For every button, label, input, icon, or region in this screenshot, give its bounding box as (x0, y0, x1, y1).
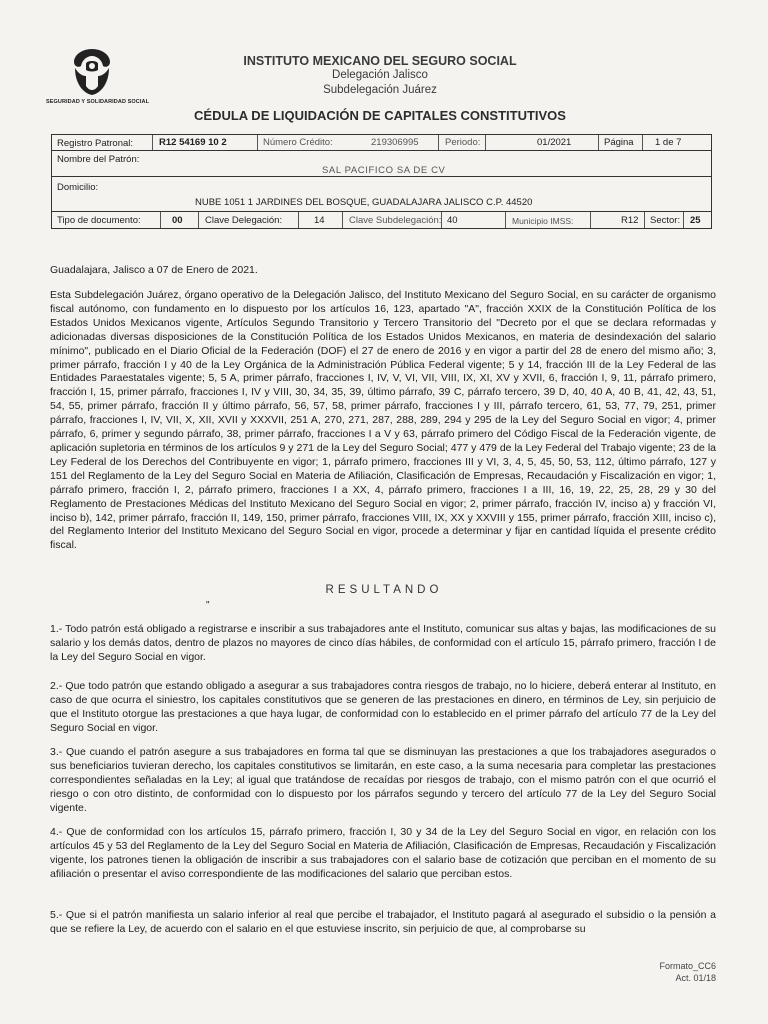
main-paragraph: Esta Subdelegación Juárez, órgano operativo de la Delegación Jalisco, del Instituto Mexicano del Seguro Social, en su carácter de organismo fiscal autónomo, con fundamento en lo dispuesto por los artículos 16, 123, apartado "A", fracción XXIX de la Constitución Política de los Estados Unidos Mexicanos vigente, Artículos Segundo Transitorio y Tercero Transitorio del "Decreto por el que se declara reformadas y adicionadas diversas disposiciones de la Constitución Política de los Estados Unidos Mexicanos, en materia de desindexación del salario mínimo", publicado en el Diario Oficial de la Federación (DOF) el 27 de enero de 2016 y en vigor a partir del 28 de enero del mismo año; 3, primer párrafo, fracción I y 40 de la Ley Orgánica de la Administración Pública Federal vigente; 5 y 14, fracción III de la Ley Federal de las Entidades Paraestatales vigente; 5, 5 A, primer párrafo, fracciones I, IV, V, VI, VII, VIII, IX, XI, XV y XVII, 6, fracción I, 9, 11, párrafo primero, fracción I, 15, primer párrafo, fracciones I, IV y VIII, 30, 34, 35, 39, último párrafo, 39 C, párrafo tercero, 39 D, 40, 40 A, 40 B, 41, 42, 43, 51, 54, 55, primer párrafo, fracción II y último párrafo, 56, 57, 58, primer párrafo, fracciones I y III, párrafo tercero, 61, 53, 77, 79, 251, primer párrafo, fracciones I, IV, VII, X, XII, XVII y XXXVII, 251 A, 270, 271, 287, 288, 289, 294 y 295 de la Ley del Seguro Social en vigor; 4, primer párrafo, 6, primer y segundo párrafo, 38, primer párrafo, fracciones I a V y 63, párrafo primero del Código Fiscal de la Federación vigente, de aplicación supletoria en términos de los artículos 9 y 271 de la Ley del Seguro Social; 477 y 479 de la Ley Federal del Trabajo vigente; 23 de la Ley Federal de los Derechos del Contribuyente en vigor; 1, párrafo primero, fracciones III y VI, 3, 4, 5, 45, 50, 53, 112, último párrafo, 127 y 151 del Reglamento de la Ley del Seguro Social en Materia de Afiliación, Clasificación de Empresas, Recaudación y Fiscalización en vigor; 1, párrafo primero, fracción I, 2, párrafo primero, fracciones I a XX, 4, párrafo primero, fracciones I a III, 16, 19, 22, 25, 28, 29 y 30 del Reglamento de Prestaciones Médicas del Instituto Mexicano del Seguro Social en vigor; 2, primer párrafo, fracción IV, inciso a) y fracción VI, inciso b), 142, primer párrafo, fracción II, 149, 150, primer párrafo, fracciones VIII, IX, XX y XXVIII y 155, primer párrafo, fracción XIII, inciso c), del Reglamento Interior del Instituto Mexicano del Seguro Social en vigor, procede a determinar y fijar en cantidad líquida el presente crédito fiscal. (50, 289, 716, 552)
registro-value: R12 54169 10 2 (159, 137, 227, 148)
sector-value: 25 (690, 215, 701, 226)
resultando-item-1: 1.- Todo patrón está obligado a registrarse e inscribir a sus trabajadores ante el Instituto, comunicar sus altas y bajas, las modificaciones de su salario y los demás datos, dentro de plazos no mayores de cinco días hábiles, de conformidad con el artículo 15, párrafo primero, fracción I de la Ley del Seguro Social en vigor. (50, 623, 716, 663)
resultando-heading: RESULTANDO (325, 584, 443, 596)
clave-delegacion-label: Clave Delegación: (205, 215, 283, 226)
document-date: Guadalajara, Jalisco a 07 de Enero de 2021. (50, 264, 258, 276)
patron-value: SAL PACIFICO SA DE CV (322, 165, 446, 176)
municipio-value: R12 (621, 215, 639, 226)
clave-delegacion-value: 14 (314, 215, 325, 226)
pagina-label: Página (604, 137, 634, 148)
form-row-registro (51, 134, 712, 151)
tipo-label: Tipo de documento: (57, 215, 141, 226)
subdelegation-name: Subdelegación Juárez (323, 84, 437, 96)
credito-value: 219306995 (371, 137, 419, 148)
registro-label: Registro Patronal: (57, 138, 134, 149)
clave-subdelegacion-value: 40 (447, 215, 458, 226)
pagina-value: 1 de 7 (655, 137, 682, 148)
footer-act: Act. 01/18 (675, 973, 716, 983)
resultando-item-4: 4.- Que de conformidad con los artículos 15, párrafo primero, fracción I, 30 y 34 de la Ley del Seguro Social en vigor, en relación con los artículos 45 y 53 del Reglamento de la Ley del Seguro Social en Materia de Afiliación, Clasificación de Empresas, Recaudación y Fiscalización vigente, los patrones tienen la obligación de inscribir a sus trabajadores con el salario base de cotización que perciban en el momento de su afiliación o presentar el aviso correspondiente de las modificaciones del salario que perciban estos. (50, 826, 716, 880)
form-row-claves (51, 211, 712, 229)
domicilio-label: Domicilio: (57, 182, 99, 193)
periodo-value: 01/2021 (537, 137, 572, 148)
clave-subdelegacion-label: Clave Subdelegación: (349, 215, 442, 226)
resultando-item-2: 2.- Que todo patrón que estando obligado a asegurar a sus trabajadores contra riesgos de trabajo, no lo hiciere, deberá enterar al Instituto, en caso de que ocurra el siniestro, los capitales constitutivos que se generen de las prestaciones en dinero, en términos de Ley, sin perjuicio de que el Instituto otorgue las prestaciones a que haya lugar, de conformidad con lo establecido en el primer párrafo del artículo 77 de la Ley del Seguro Social en vigor. (50, 680, 716, 734)
credito-label: Número Crédito: (263, 137, 333, 148)
resultando-item-3: 3.- Que cuando el patrón asegure a sus trabajadores en forma tal que se disminuyan las prestaciones a que los trabajadores asegurados o sus beneficiarios tuvieran derecho, los capitales constitutivos se limitarán, en este caso, a la suma necesaria para completar las prestaciones correspondientes señaladas en la Ley; al igual que tratándose de recaídas por riesgos de trabajo, con el mismo patrón con el que ocurrió el riesgo o con otro distinto, de conformidad con lo dispuesto por los párrafos segundo y tercero del artículo 77 de la Ley del Seguro Social vigente. (50, 746, 716, 814)
municipio-label: Municipio IMSS: (512, 216, 574, 226)
stray-mark: " (206, 600, 210, 611)
sector-label: Sector: (650, 215, 681, 226)
tipo-value: 00 (172, 215, 183, 226)
delegation-name: Delegación Jalisco (332, 69, 428, 81)
form-row-patron (51, 150, 712, 177)
domicilio-value: NUBE 1051 1 JARDINES DEL BOSQUE, GUADALAJARA JALISCO C.P. 44520 (195, 197, 533, 208)
form-row-domicilio (51, 176, 712, 212)
footer-formato: Formato_CC6 (659, 961, 716, 971)
periodo-label: Periodo: (445, 137, 481, 148)
logo-caption: SEGURIDAD Y SOLIDARIDAD SOCIAL (46, 99, 150, 105)
document-title: CÉDULA DE LIQUIDACIÓN DE CAPITALES CONSTITUTIVOS (194, 108, 566, 123)
patron-label: Nombre del Patrón: (57, 154, 140, 165)
imss-logo-icon (66, 46, 118, 98)
institution-name: INSTITUTO MEXICANO DEL SEGURO SOCIAL (243, 54, 517, 68)
resultando-item-5: 5.- Que si el patrón manifiesta un salario inferior al real que percibe el trabajador, el Instituto pagará al asegurado el subsidio o la pensión a que se refiere la Ley, de acuerdo con el salario en el que estuviese inscrito, sin perjuicio de que, al comprobarse su (50, 909, 716, 935)
